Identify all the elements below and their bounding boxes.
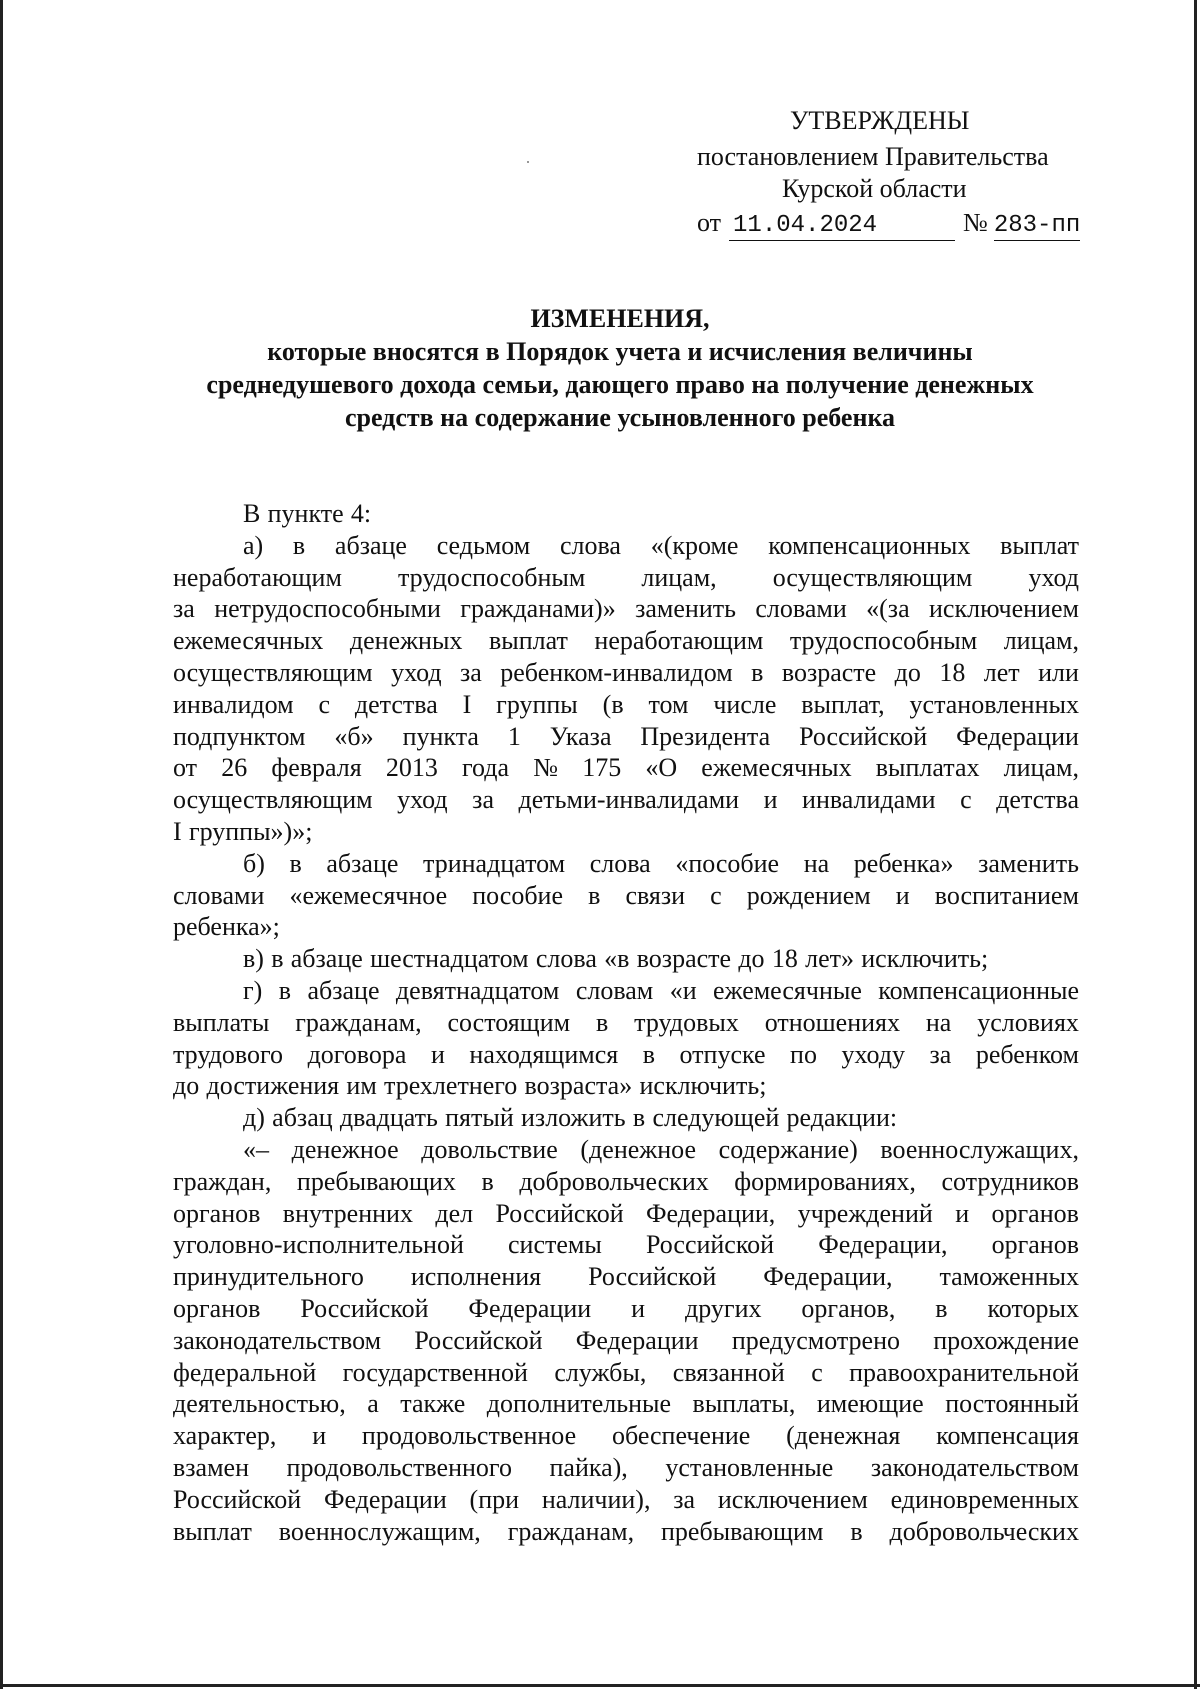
body-word: или	[1038, 657, 1079, 687]
body-word: девятнадцатом	[395, 975, 560, 1005]
body-word: уголовно-исполнительной	[173, 1230, 464, 1260]
body-word: (денежное	[580, 1134, 697, 1164]
body-word: единовременных	[890, 1484, 1079, 1514]
body-word: трудового	[173, 1039, 284, 1069]
body-word: пособие	[472, 880, 564, 910]
body-word: условиях	[977, 1007, 1079, 1037]
body-word: компенсационные	[878, 975, 1079, 1005]
body-word: обеспечение	[611, 1421, 751, 1451]
body-word: неработающим	[594, 626, 764, 656]
body-word: 26	[221, 753, 248, 783]
body-word: нетрудоспособными	[214, 594, 441, 624]
body-word: гражданам,	[295, 1007, 422, 1037]
body-word: на	[925, 1007, 952, 1037]
body-line	[173, 1134, 1079, 1166]
document-body	[173, 498, 1079, 1547]
body-word: 4:	[350, 499, 372, 528]
body-line	[173, 1198, 1079, 1230]
body-word: связи	[625, 880, 686, 910]
body-word: абзаце	[326, 848, 399, 878]
body-word: в	[278, 975, 292, 1005]
body-word: 2013	[385, 753, 438, 783]
body-word: I	[173, 816, 182, 846]
body-line	[173, 752, 1079, 784]
body-word: том	[648, 689, 689, 719]
body-word: по	[790, 1039, 817, 1069]
body-word: характер,	[173, 1421, 277, 1451]
body-line	[173, 1166, 1079, 1198]
body-word: тринадцатом	[423, 848, 566, 878]
body-word: законодательством	[870, 1452, 1079, 1482]
body-word: федеральной	[173, 1357, 317, 1387]
body-word: уход	[397, 785, 448, 815]
body-word: гражданам,	[507, 1516, 635, 1546]
body-line	[173, 1325, 1079, 1357]
body-word: компенсация	[936, 1421, 1079, 1451]
body-word: постоянный	[945, 1389, 1079, 1419]
body-word: в	[289, 848, 302, 878]
approval-date: 11.04.2024	[729, 212, 955, 241]
body-line	[173, 1261, 1079, 1293]
approval-region-line: Курской области	[782, 174, 967, 203]
body-word: инвалидом	[173, 689, 294, 719]
body-line	[173, 911, 1079, 943]
body-word: правоохранительной	[849, 1357, 1079, 1387]
body-word: уход	[391, 657, 442, 687]
body-word: заменить	[635, 594, 736, 624]
body-word: Российской	[300, 1293, 429, 1323]
body-word: трудоспособным	[789, 626, 978, 656]
body-word: внутренних	[282, 1198, 413, 1228]
body-word: отпуске	[679, 1039, 766, 1069]
body-word: подпунктом	[173, 721, 306, 751]
body-word: абзаце	[334, 530, 407, 560]
body-line	[173, 1229, 1079, 1261]
body-word: возрасте	[781, 657, 877, 687]
body-word: ежемесячных	[173, 626, 324, 656]
body-word: военнослужащих,	[880, 1134, 1079, 1164]
body-line	[173, 593, 1079, 625]
body-word: в	[588, 880, 601, 910]
body-word: содержание)	[718, 1134, 858, 1164]
body-word: «(кроме	[650, 530, 739, 560]
body-word: I	[462, 689, 472, 719]
body-word: седьмом	[436, 530, 531, 560]
approval-date-number-line	[697, 207, 1080, 241]
body-word: возрасте	[636, 944, 732, 974]
body-word: Федерации	[956, 721, 1079, 751]
body-word: «пособие	[675, 848, 780, 878]
body-word: года	[462, 753, 510, 783]
body-word: неработающим	[173, 562, 342, 592]
body-word: лицам,	[1003, 753, 1079, 783]
body-word: им	[346, 1071, 377, 1101]
body-line	[173, 1516, 1079, 1548]
body-line	[173, 562, 1079, 594]
body-word: денежное	[291, 1134, 399, 1164]
body-word: дел	[435, 1198, 474, 1228]
body-word: органов,	[801, 1293, 896, 1323]
body-word: февраля	[271, 753, 362, 783]
body-word: словам	[575, 975, 654, 1005]
body-word: пункта	[402, 721, 479, 751]
body-word: числе	[713, 689, 777, 719]
body-line	[173, 498, 1079, 530]
body-word: лицам,	[1003, 626, 1079, 656]
body-word: органов	[991, 1230, 1079, 1260]
body-word: д)	[243, 1103, 265, 1133]
scan-right-edge	[1194, 0, 1197, 1689]
body-word: выплат,	[801, 689, 885, 719]
body-word: двадцать	[339, 1103, 438, 1133]
body-word: в	[271, 944, 284, 974]
body-word: принудительного	[173, 1262, 364, 1292]
body-word: детства	[354, 689, 438, 719]
body-word: за	[472, 785, 494, 815]
body-word: имеющие	[816, 1389, 924, 1419]
body-word: а	[367, 1389, 379, 1419]
body-word: денежных	[349, 626, 463, 656]
body-word: трехлетнего	[384, 1071, 518, 1101]
body-word: гражданами)»	[460, 594, 616, 624]
body-word: 1	[507, 721, 521, 751]
body-word: ребенком	[975, 1039, 1079, 1069]
body-word: исполнения	[410, 1262, 542, 1292]
body-word: деятельностью,	[173, 1389, 346, 1419]
body-word: Федерации	[468, 1293, 592, 1323]
body-word: трудовых	[634, 1007, 739, 1037]
body-word: и	[631, 1293, 646, 1323]
body-word: в	[632, 1103, 646, 1133]
body-word: исключить;	[639, 1071, 767, 1101]
body-word: формированиях,	[734, 1166, 916, 1196]
body-word: органов	[991, 1198, 1079, 1228]
body-word: до	[173, 1071, 200, 1101]
body-line	[173, 816, 1079, 848]
body-word: б)	[243, 848, 265, 878]
body-word: граждан,	[173, 1166, 272, 1196]
body-word: пребывающим	[660, 1516, 824, 1546]
body-word: Российской	[495, 1198, 624, 1228]
body-word: в	[595, 1007, 609, 1037]
body-word: «(за	[866, 594, 910, 624]
body-word: а)	[243, 530, 264, 560]
body-word: Федерации,	[818, 1230, 948, 1260]
body-word: системы	[508, 1230, 602, 1260]
body-word: слова	[535, 944, 597, 974]
body-line	[173, 1452, 1079, 1484]
body-word: военнослужащим,	[278, 1516, 481, 1546]
body-word: за	[460, 657, 482, 687]
body-word: пункте	[267, 499, 344, 528]
body-word: Федерации	[575, 1325, 699, 1355]
body-word: детьми-инвалидами	[518, 785, 740, 815]
body-word: 18	[939, 657, 966, 687]
body-word: добровольческих	[889, 1516, 1079, 1546]
body-word: пайка),	[549, 1452, 628, 1482]
body-word: и	[955, 1198, 970, 1228]
body-word: которых	[987, 1293, 1079, 1323]
body-word: за	[173, 594, 195, 624]
body-word: «–	[243, 1134, 269, 1164]
body-word: Федерации	[323, 1484, 447, 1514]
body-word: «б»	[334, 721, 374, 751]
body-word: продовольственного	[286, 1452, 512, 1482]
body-line	[173, 1484, 1079, 1516]
heading-subtitle-line: которые вносятся в Порядок учета и исчисления величины	[267, 337, 973, 366]
body-word: №	[533, 753, 559, 783]
body-word: уход	[1028, 562, 1079, 592]
body-word: словами	[755, 594, 847, 624]
body-word: выплаты	[173, 1007, 270, 1037]
body-word: абзаце	[307, 975, 380, 1005]
body-line	[173, 689, 1079, 721]
body-word: группы»)»;	[188, 816, 313, 846]
body-word: законодательством	[173, 1325, 382, 1355]
body-line	[173, 784, 1079, 816]
body-line	[173, 880, 1079, 912]
body-word: «и	[669, 975, 697, 1005]
approval-title: УТВЕРЖДЕНЫ	[790, 106, 970, 135]
body-word: также	[400, 1389, 466, 1419]
body-word: ребенка»;	[173, 912, 280, 942]
body-line	[173, 848, 1079, 880]
body-word: на	[803, 848, 830, 878]
body-line	[173, 1357, 1079, 1389]
body-line	[173, 721, 1079, 753]
body-word: Федерации,	[646, 1198, 776, 1228]
body-word: находящимся	[469, 1039, 619, 1069]
body-line	[173, 1039, 1079, 1071]
body-line	[173, 530, 1079, 562]
body-word: достижения	[206, 1071, 340, 1101]
body-word: предусмотрено	[731, 1325, 900, 1355]
body-word: Указа	[549, 721, 612, 751]
heading-title: ИЗМЕНЕНИЯ,	[530, 304, 710, 333]
body-line	[173, 657, 1079, 689]
body-word: взамен	[173, 1452, 249, 1482]
body-word: Федерации,	[763, 1262, 893, 1292]
body-word: слова	[589, 848, 651, 878]
body-word: органов	[173, 1198, 261, 1228]
body-line	[173, 943, 1079, 975]
body-word: других	[685, 1293, 762, 1323]
approval-number: 283-пп	[993, 212, 1081, 239]
body-line	[173, 1293, 1079, 1325]
body-word: таможенных	[939, 1262, 1079, 1292]
body-word: трудоспособным	[398, 562, 586, 592]
body-word: в)	[243, 944, 264, 974]
body-word: сотрудников	[941, 1166, 1079, 1196]
body-word: выплаты,	[692, 1389, 796, 1419]
body-word: (при	[469, 1484, 520, 1514]
body-word: ребенком-инвалидом	[500, 657, 733, 687]
body-line	[173, 975, 1079, 1007]
body-word: в	[481, 1166, 494, 1196]
body-word: воспитанием	[934, 880, 1079, 910]
body-word: редакции:	[786, 1103, 898, 1133]
body-word: связанной	[672, 1357, 785, 1387]
body-word: В	[243, 499, 261, 528]
body-word: от	[173, 753, 198, 783]
body-word: и	[763, 785, 778, 815]
body-word: органов	[173, 1293, 261, 1323]
body-word: наличии),	[541, 1484, 651, 1514]
body-word: заменить	[978, 848, 1079, 878]
body-word: выплат	[488, 626, 568, 656]
body-word: исключить;	[861, 944, 989, 974]
body-word: 175	[582, 753, 622, 783]
scan-speck	[527, 161, 529, 163]
body-word: в	[642, 1039, 655, 1069]
body-word: прохождение	[933, 1325, 1079, 1355]
body-word: и	[312, 1421, 327, 1451]
body-word: г)	[243, 975, 263, 1005]
number-prefix: №	[963, 208, 988, 237]
body-word: с	[960, 785, 972, 815]
body-word: отношениях	[764, 1007, 900, 1037]
body-word: за	[673, 1484, 696, 1514]
body-word: добровольческих	[519, 1166, 709, 1196]
body-word: установленные	[665, 1452, 834, 1482]
document-heading	[160, 302, 1080, 434]
body-line	[173, 1007, 1079, 1039]
body-word: инвалидами	[802, 785, 936, 815]
body-word: дополнительные	[486, 1389, 672, 1419]
body-word: до	[738, 944, 765, 974]
body-word: службы,	[554, 1357, 647, 1387]
body-word: выплат	[173, 1516, 252, 1546]
body-word: изложить	[521, 1103, 626, 1133]
body-word: словами	[173, 880, 265, 910]
body-word: абзаце	[290, 944, 363, 974]
body-word: осуществляющим	[173, 657, 373, 687]
body-word: возраста»	[524, 1071, 633, 1101]
body-word: в	[292, 530, 306, 560]
scan-bottom-edge	[0, 1684, 1200, 1687]
body-word: (денежная	[786, 1421, 901, 1451]
body-word: Президента	[640, 721, 771, 751]
heading-subtitle-line: среднедушевого дохода семьи, дающего право на получение денежных	[206, 370, 1034, 399]
body-word: Российской	[588, 1262, 717, 1292]
body-word: пребывающих	[296, 1166, 456, 1196]
body-word: и	[430, 1039, 445, 1069]
body-word: ежемесячные	[713, 975, 862, 1005]
body-word: группы	[496, 689, 578, 719]
body-line	[173, 1102, 1079, 1134]
body-word: следующей	[652, 1103, 780, 1133]
body-word: слова	[559, 530, 621, 560]
body-word: за	[929, 1039, 952, 1069]
body-word: исключением	[929, 594, 1079, 624]
body-word: состоящим	[447, 1007, 571, 1037]
body-word: осуществляющим	[173, 785, 373, 815]
body-word: Российской	[645, 1230, 775, 1260]
heading-subtitle-line: средств на содержание усыновленного ребенка	[344, 403, 896, 432]
body-word: шестнадцатом	[370, 944, 529, 974]
body-word: пятый	[445, 1103, 514, 1133]
body-word: детства	[996, 785, 1079, 815]
body-word: с	[811, 1357, 823, 1387]
body-word: лет	[983, 657, 1020, 687]
body-word: ежемесячных	[701, 753, 852, 783]
body-line	[173, 1420, 1079, 1452]
body-word: «ежемесячное	[289, 880, 448, 910]
body-word: с	[318, 689, 331, 719]
scan-left-edge	[0, 0, 3, 1689]
body-word: Российской	[414, 1325, 543, 1355]
body-word: до	[894, 657, 921, 687]
body-word: в	[850, 1516, 863, 1546]
body-word: в	[935, 1293, 948, 1323]
body-word: с	[710, 880, 722, 910]
body-word: Российской	[799, 721, 928, 751]
body-word: выплатах	[875, 753, 980, 783]
body-word: лет»	[805, 944, 854, 974]
body-word: выплат	[1000, 530, 1079, 560]
body-word: довольствие	[421, 1134, 558, 1164]
date-prefix: от	[697, 208, 722, 237]
body-word: договора	[307, 1039, 407, 1069]
body-word: продовольственное	[361, 1421, 577, 1451]
body-word: лицам,	[641, 562, 717, 592]
body-line	[173, 625, 1079, 657]
body-word: исключением	[717, 1484, 868, 1514]
body-word: «в	[604, 944, 630, 974]
body-word: компенсационных	[768, 530, 971, 560]
approval-issuer-line: постановлением Правительства	[697, 142, 1049, 171]
body-word: «О	[645, 753, 678, 783]
body-word: установленных	[909, 689, 1079, 719]
body-word: рождением	[746, 880, 871, 910]
body-word: (в	[602, 689, 624, 719]
body-word: государственной	[342, 1357, 528, 1387]
body-word: осуществляющим	[772, 562, 973, 592]
body-word: учреждений	[797, 1198, 933, 1228]
body-line	[173, 1388, 1079, 1420]
body-word: абзац	[272, 1103, 333, 1133]
body-word: 18	[771, 944, 798, 974]
body-word: ребенка»	[853, 848, 954, 878]
body-word: Российской	[173, 1484, 302, 1514]
body-word: и	[895, 880, 910, 910]
body-word: в	[751, 657, 764, 687]
body-word: уходу	[841, 1039, 905, 1069]
body-line	[173, 1070, 1079, 1102]
